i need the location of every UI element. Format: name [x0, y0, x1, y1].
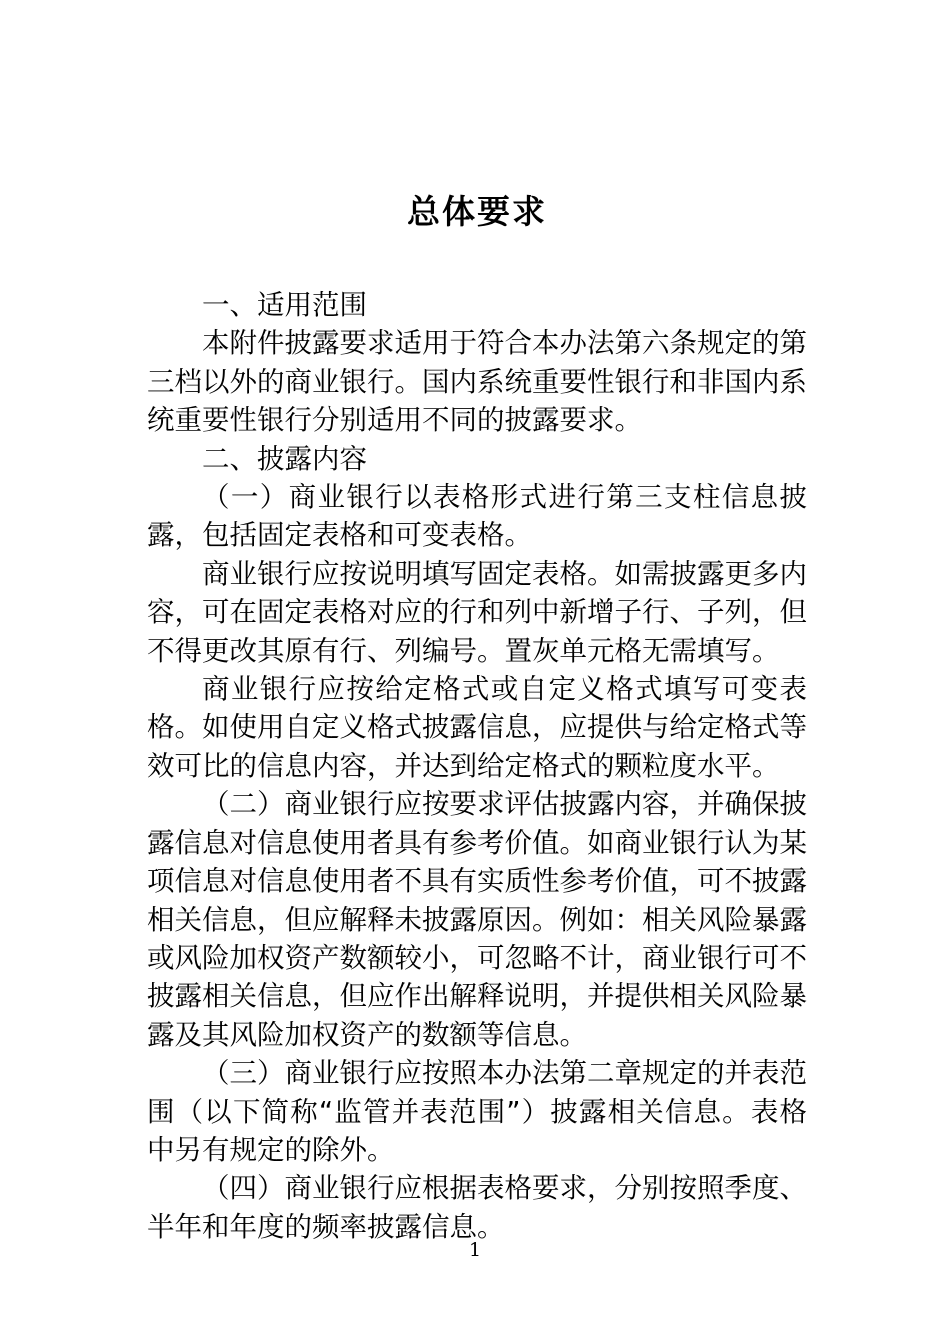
paragraph-item-2: （二）商业银行应按要求评估披露内容，并确保披露信息对信息使用者具有参考价值。如商业银行认为某项信息对信息使用者不具有实质性参考价值，可不披露相关信息，但应解释未披露原因。例如：相关风险暴露或风险加权资产数额较小，可忽略不计，商业银行可不披露相关信息，但应作出解释说明，并提供相关风险暴露及其风险加权资产的数额等信息。 [147, 788, 807, 1051]
page-title: 总体要求 [407, 192, 547, 231]
paragraph-item-1-note-1: 商业银行应按说明填写固定表格。如需披露更多内容，可在固定表格对应的行和列中新增子行、子列，但不得更改其原有行、列编号。置灰单元格无需填写。 [147, 557, 807, 667]
paragraph-applicable-scope-body: 本附件披露要求适用于符合本办法第六条规定的第三档以外的商业银行。国内系统重要性银行和非国内系统重要性银行分别适用不同的披露要求。 [147, 327, 807, 437]
page-number: 1 [468, 1239, 482, 1261]
paragraph-item-3: （三）商业银行应按照本办法第二章规定的并表范围（以下简称“监管并表范围”）披露相关信息。表格中另有规定的除外。 [147, 1057, 807, 1166]
section-heading-applicable-scope: 一、适用范围 [202, 289, 367, 321]
paragraph-item-1-note-2: 商业银行应按给定格式或自定义格式填写可变表格。如使用自定义格式披露信息，应提供与给定格式等效可比的信息内容，并达到给定格式的颗粒度水平。 [147, 673, 807, 782]
paragraph-item-4: （四）商业银行应根据表格要求，分别按照季度、半年和年度的频率披露信息。 [147, 1172, 807, 1243]
section-heading-disclosure-content: 二、披露内容 [202, 442, 367, 475]
paragraph-item-1: （一）商业银行以表格形式进行第三支柱信息披露，包括固定表格和可变表格。 [147, 481, 807, 552]
document-body [147, 286, 807, 1246]
